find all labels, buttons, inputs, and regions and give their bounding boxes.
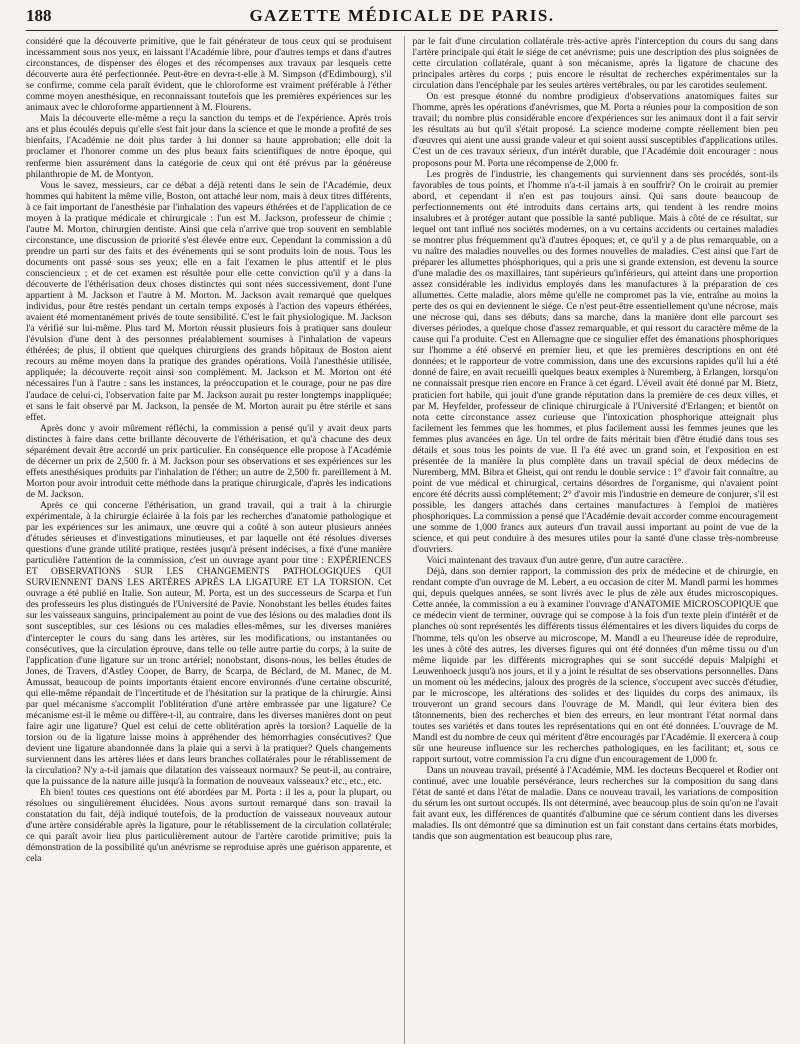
paragraph: par le fait d'une circulation collatérale très-active après l'interception du cours du sang dans l'artère principale qui était le siége de cet anévrisme; puis une description des plus soignées de cette circulation collatérale, quant à son mécanisme, après la ligature de chacune des principales artères du corps ; puis encore le résultat de recherches expérimentales sur la circulation dans l'encéphale par les seules artères vertébrales, ou par les carotides seulement. — [412, 36, 778, 92]
paragraph: Dans un nouveau travail, présenté à l'Académie, MM. les docteurs Becquerel et Rodier ont continué, avec une louable persévérance, leurs recherches sur la composition du sang dans l'état de santé et dans l'état de maladie. Dans ce nouveau travail, les variations de composition du sérum les ont surtout occupés. Ils ont déterminé, avec beaucoup plus de soin qu'on ne l'avait fait avant eux, les différences de quantités d'albumine que ce sérum contient dans les diverses maladies. Ils ont démontré que sa diminution est un fait constant dans certains états morbides, tandis que son augmentation est beaucoup plus rare, — [412, 765, 778, 843]
paragraph: Voici maintenant des travaux d'un autre genre, d'un autre caractère. — [426, 555, 684, 567]
page-header — [26, 6, 778, 31]
paragraph: Eh bien! toutes ces questions ont été abordées par M. Porta : il les a, pour la plupart, ou résolues ou singulièrement élucidées. Nous avons surtout remarqué dans son travail la constatation du fait, déjà indiqué toutefois, de la production de vaisseaux nouveaux autour d'une artère considérable après la ligature, pour le rétablissement de la circulation collatérale; ce qui paraît avoir lieu plus particulièrement autour de l'artère carotide primitive; puis la démonstration de la possibilité qu'un anévrisme se reproduise après une guérison apparente, et cela — [26, 787, 392, 865]
paragraph: On est presque étonné du nombre prodigieux d'observations anatomiques faites sur l'homme, après les opérations d'anévrismes, que M. Porta a réunies pour la composition de son travail; du nombre plus considérable encore d'expériences sur les animaux dont il a fait servir les résultats au but qu'il s'était proposé. La science moderne compte réellement bien peu d'œuvres qui aient une aussi grande valeur et qui soient aussi susceptibles d'applications utiles. C'est un de ces travaux sérieux, d'un intérêt durable, que l'Académie doit encourager : nous proposons pour M. Porta une récompense de 2,000 fr. — [412, 91, 778, 169]
paragraph: considéré que la découverte primitive, que le fait générateur de tous ceux qui se produisent incessamment sous nos yeux, en laissant l'Académie libre, pour d'autres temps et dans d'autres circonstances, de dispenser des éloges et des récompenses aux travaux par lesquels cette découverte aura été perfectionnée. Peut-être en devra-t-elle à M. Simpson (d'Edimbourg), s'il se confirme, comme cela paraît évident, que le chloroforme est vraiment préférable à l'éther comme moyen anesthésique, en reconnaissant toutefois que les premières expériences sur les animaux avec le chloroforme appartiennent à M. Flourens. — [26, 36, 392, 114]
page-number: 188 — [26, 6, 52, 25]
journal-title: GAZETTE MÉDICALE DE PARIS. — [249, 6, 555, 25]
paragraph: Après ce qui concerne l'éthérisation, un grand travail, qui a trait à la chirurgie expérimentale, à la chirurgie éclairée à la fois par les recherches d'anatomie pathologique et par les expériences sur les animaux, une œuvre qui a coûté à son auteur plusieurs années d'études sérieuses et d'investigations minutieuses, et par laquelle ont été résolues diverses questions d'une grande utilité pratique, restées jusqu'à présent indécises, a fixé d'une manière particulière l'attention de la commission, c'est un ouvrage ayant pour titre : EXPÉRIENCES ET OBSERVATIONS SUR LES CHANGEMENTS PATHOLOGIQUES QUI SURVIENNENT DANS LES ARTÈRES APRÈS LA LIGATURE ET LA TORSION. Cet ouvrage a été publié en Italie. Son auteur, M. Porta, est un des successeurs de Scarpa et l'un des professeurs les plus distingués de l'Université de Pavie. Nonobstant les belles études faites sur les vaisseaux sanguins, principalement au point de vue des lésions ou des maladies dont ils sont susceptibles, sur ces lésions ou ces maladies elles-mêmes, sur les diverses manières d'intercepter le cours du sang dans les artères, sur les modifications, ou instantanées ou consécutives, que la circulation éprouve, dans telle ou telle autre partie du corps, à la suite de l'application d'une ligature sur un tronc artériel; nonobstant, disons-nous, les belles études de Jones, de Travers, d'Astley Cooper, de Barry, de Scarpa, de Béclard, de M. Manec, de M. Amussat, beaucoup de points importants étaient encore environnés d'une certaine obscurité, qui elle-même répandait de l'incertitude et de l'hésitation sur la pratique de la chirurgie. Ainsi par quel mécanisme s'accomplit l'oblitération d'une artère embrassée par une ligature? Ce mécanisme est-il le même ou diffère-t-il, au contraire, dans les diverses manières dont on peut faire agir une ligature? Quel est celui de cette oblitération après la torsion? Laquelle de la torsion ou de la ligature laisse moins à appréhender des hémorrhagies consécutives? Que devient une ligature abandonnée dans la plaie qui a servi à la pratiquer? Quels changements surviennent dans les artères liées et dans leurs branches collatérales pour le rétablissement de la circulation? N'y a-t-il jamais que dilatation des vaisseaux normaux? Se peut-il, au contraire, que la puissance de la nature aille jusqu'à la formation de nouveaux vaisseaux? etc., etc., etc. — [26, 499, 392, 788]
paragraph: Déjà, dans son dernier rapport, la commission des prix de médecine et de chirurgie, en rendant compte d'un ouvrage de M. Lebert, a eu occasion de citer M. Mandl parmi les hommes qui, depuis quelques années, se sont livrés avec le plus de zèle aux études microscopiques. Cette année, la commission a eu à examiner l'ouvrage d'ANATOMIE MICROSCOPIQUE que ce médecin vient de terminer, ouvrage qui se compose à la fois d'un texte plein d'intérêt et de planches où sont représentés les différents tissus élémentaires et les divers liquides du corps de l'homme, tels qu'on les observe au microscope, M. Mandl a eu l'heureuse idée de reproduire, les unes à côté des autres, les diverses figures qui ont été données d'un même tissu ou d'un même liquide par les différents micrographes qui se sont succédé depuis Malpighi et Leuwenhoeck jusqu'à nos jours, et il y a joint le résultat de ses observations personnelles. Dans un moment où les médecins, jaloux des progrès de la science, s'occupent avec succès d'étudier, par le microscope, les altérations des solides et des liquides du corps des animaux, ils trouveront un grand secours dans l'ouvrage de M. Mandl, qui leur évitera bien des tâtonnements, bien des recherches et bien des erreurs, en leur montrant l'état normal dans toutes ses variétés et dans toutes les représentations qui en ont été données. L'ouvrage de M. Mandl est du nombre de ceux qui méritent d'être encouragés par l'Académie. Il exercera à coup sûr une heureuse influence sur les recherches pathologiques, en les facilitant; et, sous ce rapport surtout, votre commission l'a cru digne d'un encouragement de 1,000 fr. — [412, 566, 778, 766]
paragraph: Les progrès de l'industrie, les changements qui surviennent dans ses procédés, sont-ils favorables de tous points, et l'homme n'a-t-il jamais à en souffrir? On le croirait au premier abord, et cependant il n'en est pas toujours ainsi. Qui sans doute beaucoup de perfectionnements ont été introduits dans certains arts, qui tendent à les rendre moins insalubres et à protéger autant que possible la santé publique. Mais à côté de ce résultat, sur lequel ont tant influé nos sociétés modernes, on a vu certains accidents ou certaines maladies se montrer plus fréquemment qu'à d'autres époques; et, ce qu'il y a de plus remarquable, on a vu naître des maladies nouvelles ou des formes nouvelles de maladies. C'est ainsi que l'art de préparer les allumettes phosphoriques, qui a pris une si grande extension, est devenu la source d'une maladie des os maxillaires, tant supérieurs qu'inférieurs, qui atteint dans une proportion assez considérable les individus employés dans les manufactures à la préparation de ces allumettes. Cette maladie, alors même qu'elle ne compromet pas la vie, entraîne au moins la perte des os qui en deviennent le siége. Ce n'est peut-être essentiellement qu'une nécrose, mais une nécrose qui, dans ses débuts, dans sa marche, dans la manière dont elle parcourt ses diverses périodes, a quelque chose d'assez remarquable, et qui ressort du caractère même de la cause qui l'a produite. C'est en Allemagne que ce singulier effet des émanations phosphoriques sur l'homme a été observé en premier lieu, et que les premières descriptions en ont été données; et le rapporteur de votre commission, dans une des excursions rapides qu'il lui a été donné de faire, en avait recueilli quelques beaux exemples à Nuremberg, à Erlangen, lorsqu'on ne connaissait presque rien encore en France à cet égard. L'éveil avait été donné par M. Bietz, praticien fort habile, qui jouit d'une grande réputation dans la première de ces deux villes, et par M. Heyfelder, professeur de clinique chirurgicale à l'Université d'Erlangen; et bientôt on nota cette circonstance assez curieuse que l'intoxication phosphorique atteignait plus facilement les femmes que les hommes, et plus facilement aussi les femmes jeunes que les femmes plus avancées en âge. Un tel ordre de faits méritait bien d'être étudié dans tous ses détails et sous tous les points de vue. Il l'a été avec un grand soin, et l'exposition en est présentée de la manière la plus complète dans un travail spécial de deux médecins de Nuremberg, MM. Bibra et Gheist, qui ont rendu le double service : 1° d'avoir fait connaître, au point de vue médical et chirurgical, certains désordres de l'organisme, qui n'avaient point encore été décrits aussi complétement; 2° d'avoir mis l'industrie en demeure de conjurer, s'il est possible, les dangers attachés dans certaines manufactures à l'emploi de matières phosphoriques. La commission a pensé que l'Académie devait accorder comme encouragement une somme de 1,000 francs aux auteurs d'un travail aussi important au point de vue de la science, et qui peut conduire à des mesures utiles pour la santé d'une classe très-nombreuse d'ouvriers. — [412, 168, 778, 556]
paragraph: Mais la découverte elle-même a reçu la sanction du temps et de l'expérience. Après trois ans et plus écoulés depuis qu'elle s'est fait jour dans la science et que le monde a profité de ses bienfaits, l'Académie ne doit plus tarder à lui donner sa haute approbation; elle doit la proclamer et l'honorer comme un des plus beaux faits scientifiques de notre époque, qui renferme bien assurément dans la catégorie de ceux qui ont été prévus par la généreuse philanthropie de M. de Montyon. — [26, 113, 392, 180]
right-column — [404, 36, 779, 1044]
paragraph: Vous le savez, messieurs, car ce débat a déjà retenti dans le sein de l'Académie, deux hommes qui habitent la même ville, Boston, ont attaché leur nom, mais à deux titres différents, à ce fait important de l'anesthésie par l'inhalation des vapeurs éthérées et de l'application de ce moyen à la pratique médicale et chirurgicale : l'un est M. Jackson, professeur de chimie ; l'autre M. Morton, chirurgien dentiste. Ainsi que cela n'arrive que trop souvent en semblable circonstance, une discussion de priorité s'est élevée entre eux. Cependant la commission a dû prendre un parti sur des faits et des événements qui se sont produits loin de nous. Tous les documents ont passé sous ses yeux; elle en a fait l'examen le plus attentif et le plus consciencieux ; et de cet examen est résultée pour elle cette conviction qu'il y a dans la découverte de l'éthérisation deux choses distinctes qui sont nées successivement, dont l'une appartient à M. Jackson et l'autre à M. Morton. M. Jackson avait remarqué que quelques individus, pour être restés pendant un certain temps exposés à l'action des vapeurs éthérées, avaient été momentanément privés de toute sensibilité. C'est le fait physiologique. M. Jackson l'a vérifié sur lui-même. Plus tard M. Morton réussit plusieurs fois à pratiquer sans douleur l'évulsion d'une dent à des personnes préalablement soumises à l'inhalation de vapeurs éthérées; de plus, il obtient que quelques chirurgiens des grands hôpitaux de Boston aient recours au même moyen dans la pratique des grandes opérations. Voilà l'anesthésie utilisée, appliquée; la découverte reçoit ainsi son complément. M. Jackson et M. Morton ont été nécessaires l'un à l'autre : sans les instances, la préoccupation et le courage, pour ne pas dire l'audace de celui-ci, l'observation faite par M. Jackson aurait pu rester longtemps inappliquée; et sans le fait observé par M. Jackson, la pensée de M. Morton aurait pu être stérile et sans effet. — [26, 179, 392, 423]
paragraph: Après donc y avoir mûrement réfléchi, la commission a pensé qu'il y avait deux parts distinctes à faire dans cette brillante découverte de l'éthérisation, et qu'à chacune des deux séparément devait être accordé un prix particulier. En conséquence elle propose à l'Académie de décerner un prix de 2,500 fr. à M. Jackson pour ses observations et ses expériences sur les effets anesthésiques produits par l'inhalation de l'éther; un autre de 2,500 fr. pareillement à M. Morton pour avoir introduit cette méthode dans la pratique chirurgicale, d'après les indications de M. Jackson. — [26, 422, 392, 500]
two-column-body — [26, 36, 778, 1044]
left-column — [26, 36, 392, 1044]
